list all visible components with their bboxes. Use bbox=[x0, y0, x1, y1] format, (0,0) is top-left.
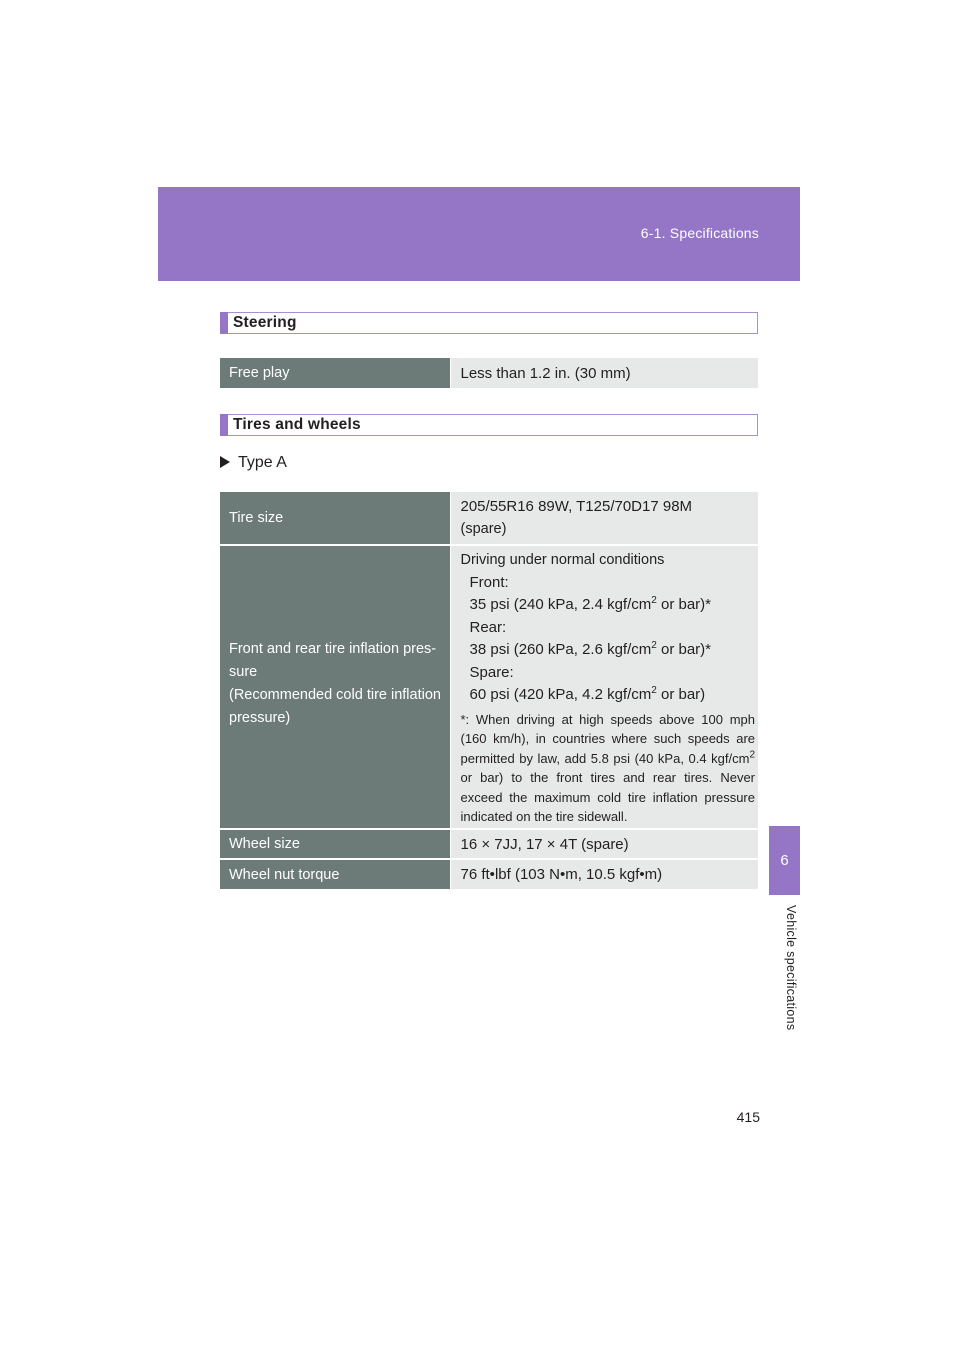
table-row bbox=[220, 492, 758, 545]
inflation-label bbox=[220, 545, 450, 829]
triangle-bullet-icon bbox=[220, 456, 230, 468]
superscript: 2 bbox=[749, 749, 755, 761]
tires-table bbox=[220, 492, 758, 889]
free-play-value: Less than 1.2 in. (30 mm) bbox=[450, 358, 758, 388]
table-row bbox=[220, 859, 758, 889]
steering-heading bbox=[220, 312, 758, 334]
inflation-label-line3: (Recommended cold tire inflation bbox=[229, 687, 441, 703]
heading-accent-bar bbox=[220, 414, 228, 436]
footnote-text-suffix: or bar) to the front tires and rear tires. Never exceed the maximum cold tire inflation pressure indicated on the tire sidewall. bbox=[460, 770, 755, 824]
steering-table bbox=[220, 358, 758, 388]
superscript: 2 bbox=[651, 640, 657, 651]
section-title: 6-1. Specifications bbox=[640, 225, 759, 241]
wheel-size-label: Wheel size bbox=[220, 829, 450, 859]
tire-size-value bbox=[450, 492, 758, 545]
front-value-text: 35 psi (240 kPa, 2.4 kgf/cm bbox=[469, 596, 652, 613]
chapter-header-band bbox=[158, 187, 800, 281]
spare-value-text: 60 psi (420 kPa, 4.2 kgf/cm bbox=[469, 686, 652, 703]
tire-size-line1: 205/55R16 89W, T125/70D17 98M bbox=[460, 498, 693, 515]
table-row bbox=[220, 545, 758, 829]
type-label bbox=[220, 454, 287, 472]
spare-value bbox=[461, 684, 756, 707]
rear-value-suffix: or bar)* bbox=[656, 641, 712, 658]
wheel-nut-torque-label: Wheel nut torque bbox=[220, 859, 450, 889]
footnote-text: *: When driving at high speeds above 100 mph (160 km/h), in countries where such speeds are permitted by law, add 5.8 psi (40 kPa, 0.4 kgf/cm bbox=[460, 711, 755, 766]
chapter-number: 6 bbox=[780, 852, 789, 869]
inflation-label-line1: Front and rear tire inflation pres- bbox=[229, 641, 437, 657]
tire-size-line2: (spare) bbox=[460, 521, 507, 537]
wheel-size-value: 16 × 7JJ, 17 × 4T (spare) bbox=[450, 829, 758, 859]
page-number: 415 bbox=[736, 1109, 760, 1125]
heading-accent-bar bbox=[220, 312, 228, 334]
front-value-suffix: or bar)* bbox=[656, 596, 712, 613]
front-value bbox=[461, 594, 756, 617]
rear-label: Rear: bbox=[469, 618, 507, 636]
tire-size-label: Tire size bbox=[220, 492, 450, 545]
table-row bbox=[220, 829, 758, 859]
rear-value-text: 38 psi (260 kPa, 2.6 kgf/cm bbox=[469, 641, 652, 658]
steering-heading-text: Steering bbox=[233, 314, 297, 331]
tires-heading-text: Tires and wheels bbox=[233, 416, 361, 433]
table-row bbox=[220, 358, 758, 388]
spare-value-suffix: or bar) bbox=[656, 686, 706, 703]
spare-label: Spare: bbox=[469, 663, 514, 681]
type-label-text: Type A bbox=[238, 454, 287, 471]
inflation-label-line2: sure bbox=[229, 664, 258, 680]
tires-heading bbox=[220, 414, 758, 436]
front-label: Front: bbox=[469, 573, 509, 591]
inflation-label-line4: pressure) bbox=[229, 710, 291, 726]
chapter-label: Vehicle specifications bbox=[784, 905, 798, 1031]
inflation-footnote bbox=[461, 710, 756, 827]
superscript: 2 bbox=[651, 595, 657, 606]
inflation-intro: Driving under normal conditions bbox=[460, 552, 665, 568]
inflation-value bbox=[450, 545, 758, 829]
free-play-label: Free play bbox=[220, 358, 450, 388]
wheel-nut-torque-value: 76 ft•lbf (103 N•m, 10.5 kgf•m) bbox=[450, 859, 758, 889]
chapter-tab bbox=[769, 826, 800, 895]
superscript: 2 bbox=[651, 685, 657, 696]
rear-value bbox=[461, 639, 756, 662]
